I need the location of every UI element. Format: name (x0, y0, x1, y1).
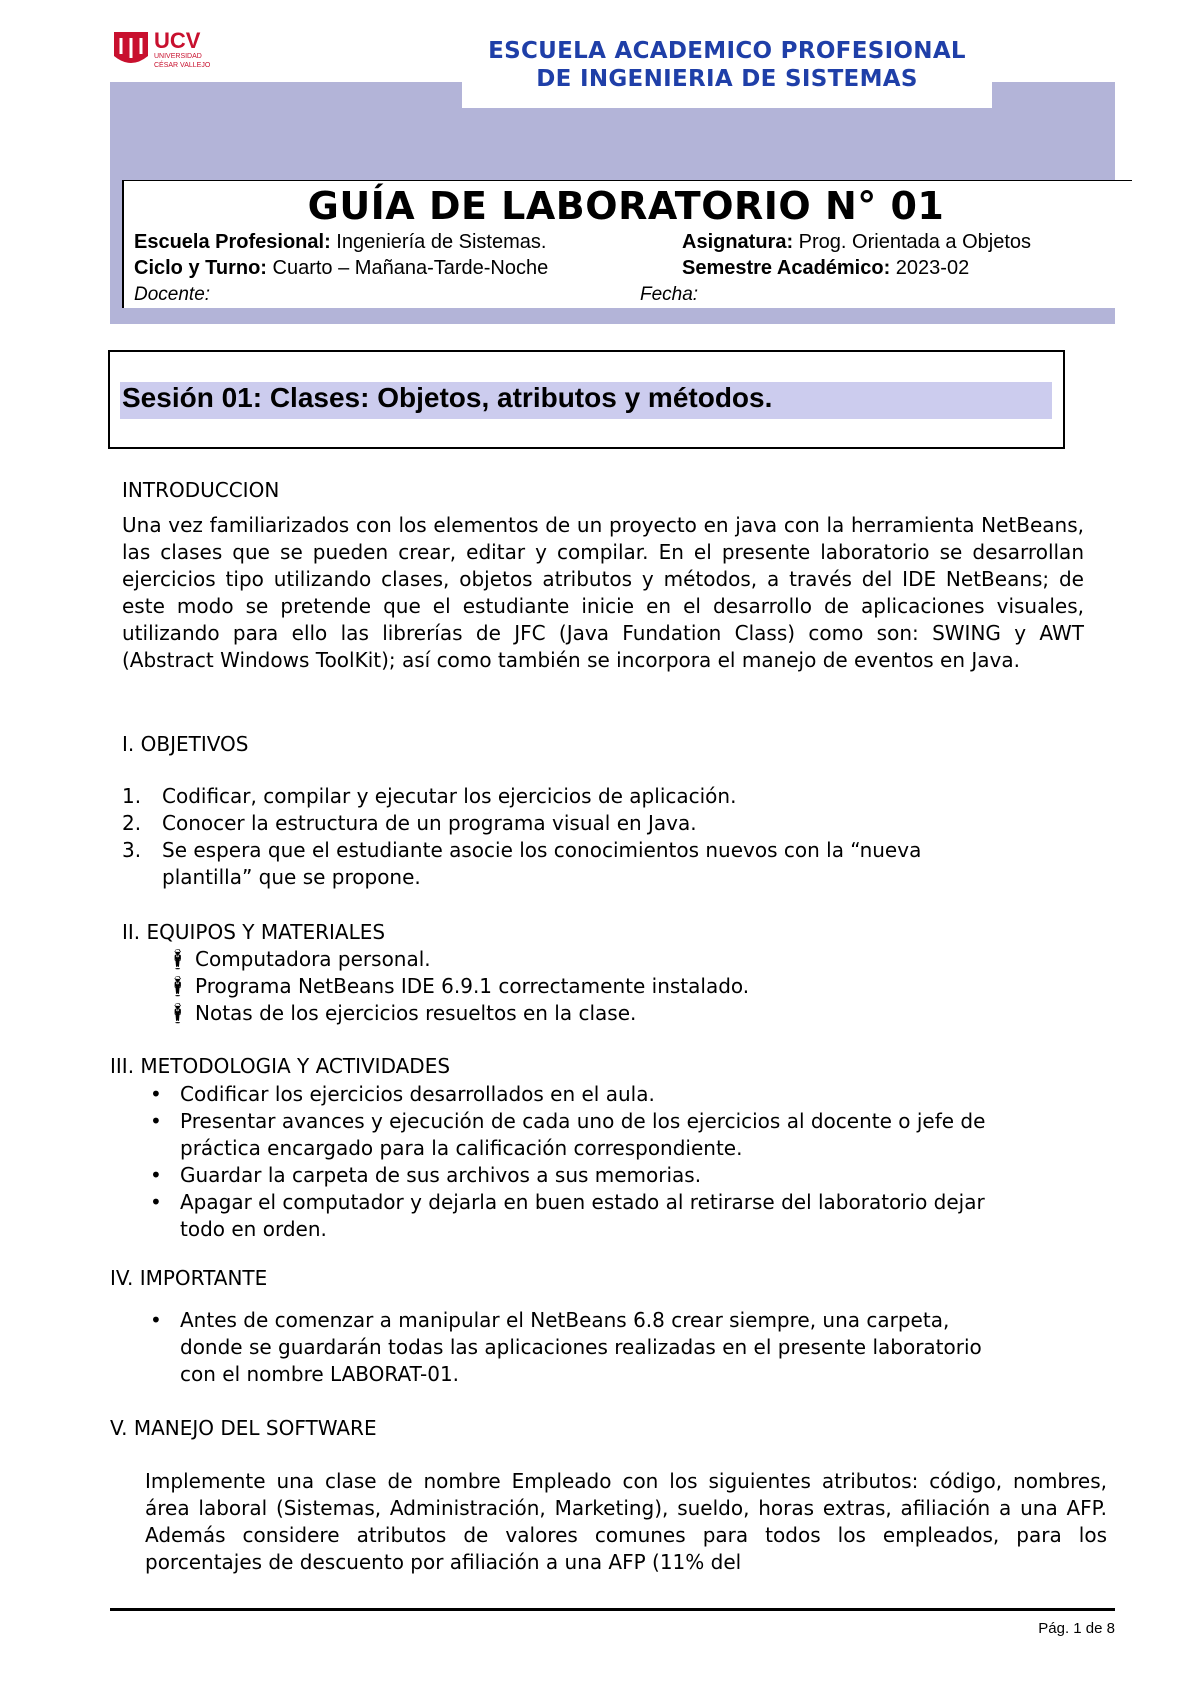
docente-label: Docente: (134, 284, 211, 305)
guide-title: GUÍA DE LABORATORIO N° 01 (307, 184, 945, 228)
asignatura-label: Asignatura: (682, 231, 794, 253)
ciclo-value: Cuarto – Mañana-Tarde-Noche (266, 257, 549, 279)
metodologia-heading: III. METODOLOGIA Y ACTIVIDADES (110, 1054, 451, 1078)
objetivos-list (122, 784, 1082, 894)
page-number: Pág. 1 de 8 (1038, 1620, 1115, 1637)
objetivo-num-3: 3. (122, 838, 142, 862)
equipos-heading: II. EQUIPOS Y MATERIALES (122, 920, 386, 944)
objetivo-num-2: 2. (122, 811, 142, 835)
metodologia-item: • Presentar avances y ejecución de cada uno de los ejercicios al docente o jefe de (150, 1109, 986, 1133)
semestre-value: 2023-02 (890, 257, 970, 279)
objetivo-text-2: Conocer la estructura de un programa visual en Java. (162, 811, 697, 835)
equipo-item: 🕴︎ Programa NetBeans IDE 6.9.1 correctamente instalado. (165, 974, 750, 998)
intro-paragraph: Una vez familiarizados con los elementos de un proyecto en java con la herramienta NetBeans, las clases que se pueden crear, editar y compilar. En el presente laboratorio se desarrollan ejercicios tipo utilizando clases, objetos atributos y métodos, a través del IDE NetBeans; de este modo se pretende que el estudiante inicie en el desarrollo de aplicaciones visuales, utilizando para ello las librerías de JFC (Java Fundation Class) como son: SWING y AWT (Abstract Windows ToolKit); así como también se incorpora el manejo de eventos en Java. (122, 513, 1084, 672)
importante-heading: IV. IMPORTANTE (110, 1266, 268, 1290)
semestre-field (682, 257, 969, 280)
objetivo-text-3b: plantilla” que se propone. (162, 865, 421, 889)
logo-sub2: CÉSAR VALLEJO (154, 62, 211, 69)
objetivo-text-1: Codificar, compilar y ejecutar los ejercicios de aplicación. (162, 784, 737, 808)
escuela-label: Escuela Profesional: (134, 231, 331, 253)
equipos-list (165, 947, 1065, 1031)
person-bullet-icon: 🕴︎ (165, 947, 191, 971)
objetivo-num-1: 1. (122, 784, 142, 808)
software-heading: V. MANEJO DEL SOFTWARE (110, 1416, 377, 1440)
metodologia-item: • Codificar los ejercicios desarrollados en el aula. (150, 1082, 655, 1106)
asignatura-field (682, 231, 1031, 254)
asignatura-value: Prog. Orientada a Objetos (793, 231, 1032, 253)
ciclo-field (134, 257, 548, 280)
escuela-field (134, 231, 546, 254)
intro-heading: INTRODUCCION (122, 478, 280, 502)
person-bullet-icon: 🕴︎ (165, 974, 191, 998)
school-banner (462, 30, 992, 108)
semestre-label: Semestre Académico: (682, 257, 891, 279)
importante-item-cont: donde se guardarán todas las aplicaciones realizadas en el presente laboratorio (180, 1335, 982, 1359)
bullet-icon: • (150, 1190, 162, 1214)
bullet-icon: • (150, 1163, 162, 1187)
footer-rule (110, 1608, 1115, 1611)
banner-line-2: DE INGENIERIA DE SISTEMAS (536, 66, 918, 92)
objetivo-text-3a: Se espera que el estudiante asocie los conocimientos nuevos con la “nueva (162, 838, 922, 862)
metodologia-item-cont: todo en orden. (180, 1217, 327, 1241)
banner-line-1: ESCUELA ACADEMICO PROFESIONAL (488, 38, 966, 64)
session-title: Sesión 01: Clases: Objetos, atributos y métodos. (122, 382, 773, 413)
fecha-label: Fecha: (640, 284, 699, 305)
importante-list (150, 1308, 1090, 1392)
bullet-icon: • (150, 1082, 162, 1106)
equipo-item: 🕴︎ Computadora personal. (165, 947, 431, 971)
equipo-item: 🕴︎ Notas de los ejercicios resueltos en la clase. (165, 1001, 637, 1025)
metodologia-item-cont: práctica encargado para la calificación correspondiente. (180, 1136, 743, 1160)
ucv-shield-icon (112, 30, 150, 70)
logo-sub1: UNIVERSIDAD (154, 53, 202, 60)
logo-brand: UCV (154, 28, 201, 53)
bullet-icon: • (150, 1308, 162, 1332)
ciclo-label: Ciclo y Turno: (134, 257, 267, 279)
software-paragraph: Implemente una clase de nombre Empleado con los siguientes atributos: código, nombres, área laboral (Sistemas, Administración, Marketing), sueldo, horas extras, afiliación a una AFP. Además considere atributos de valores comunes para todos los empleados, para los porcentajes de descuento por afiliación a una AFP (11% del (145, 1469, 1107, 1574)
metodologia-item: • Guardar la carpeta de sus archivos a sus memorias. (150, 1163, 702, 1187)
importante-item: • Antes de comenzar a manipular el NetBeans 6.8 crear siempre, una carpeta, (150, 1308, 950, 1332)
bullet-icon: • (150, 1109, 162, 1133)
objetivos-heading: I. OBJETIVOS (122, 732, 249, 756)
escuela-value: Ingeniería de Sistemas. (330, 231, 547, 253)
metodologia-item: • Apagar el computador y dejarla en buen estado al retirarse del laboratorio dejar (150, 1190, 985, 1214)
person-bullet-icon: 🕴︎ (165, 1001, 191, 1025)
importante-item-cont: con el nombre LABORAT-01. (180, 1362, 460, 1386)
metodologia-list (150, 1082, 1090, 1252)
ucv-logo (112, 28, 212, 74)
